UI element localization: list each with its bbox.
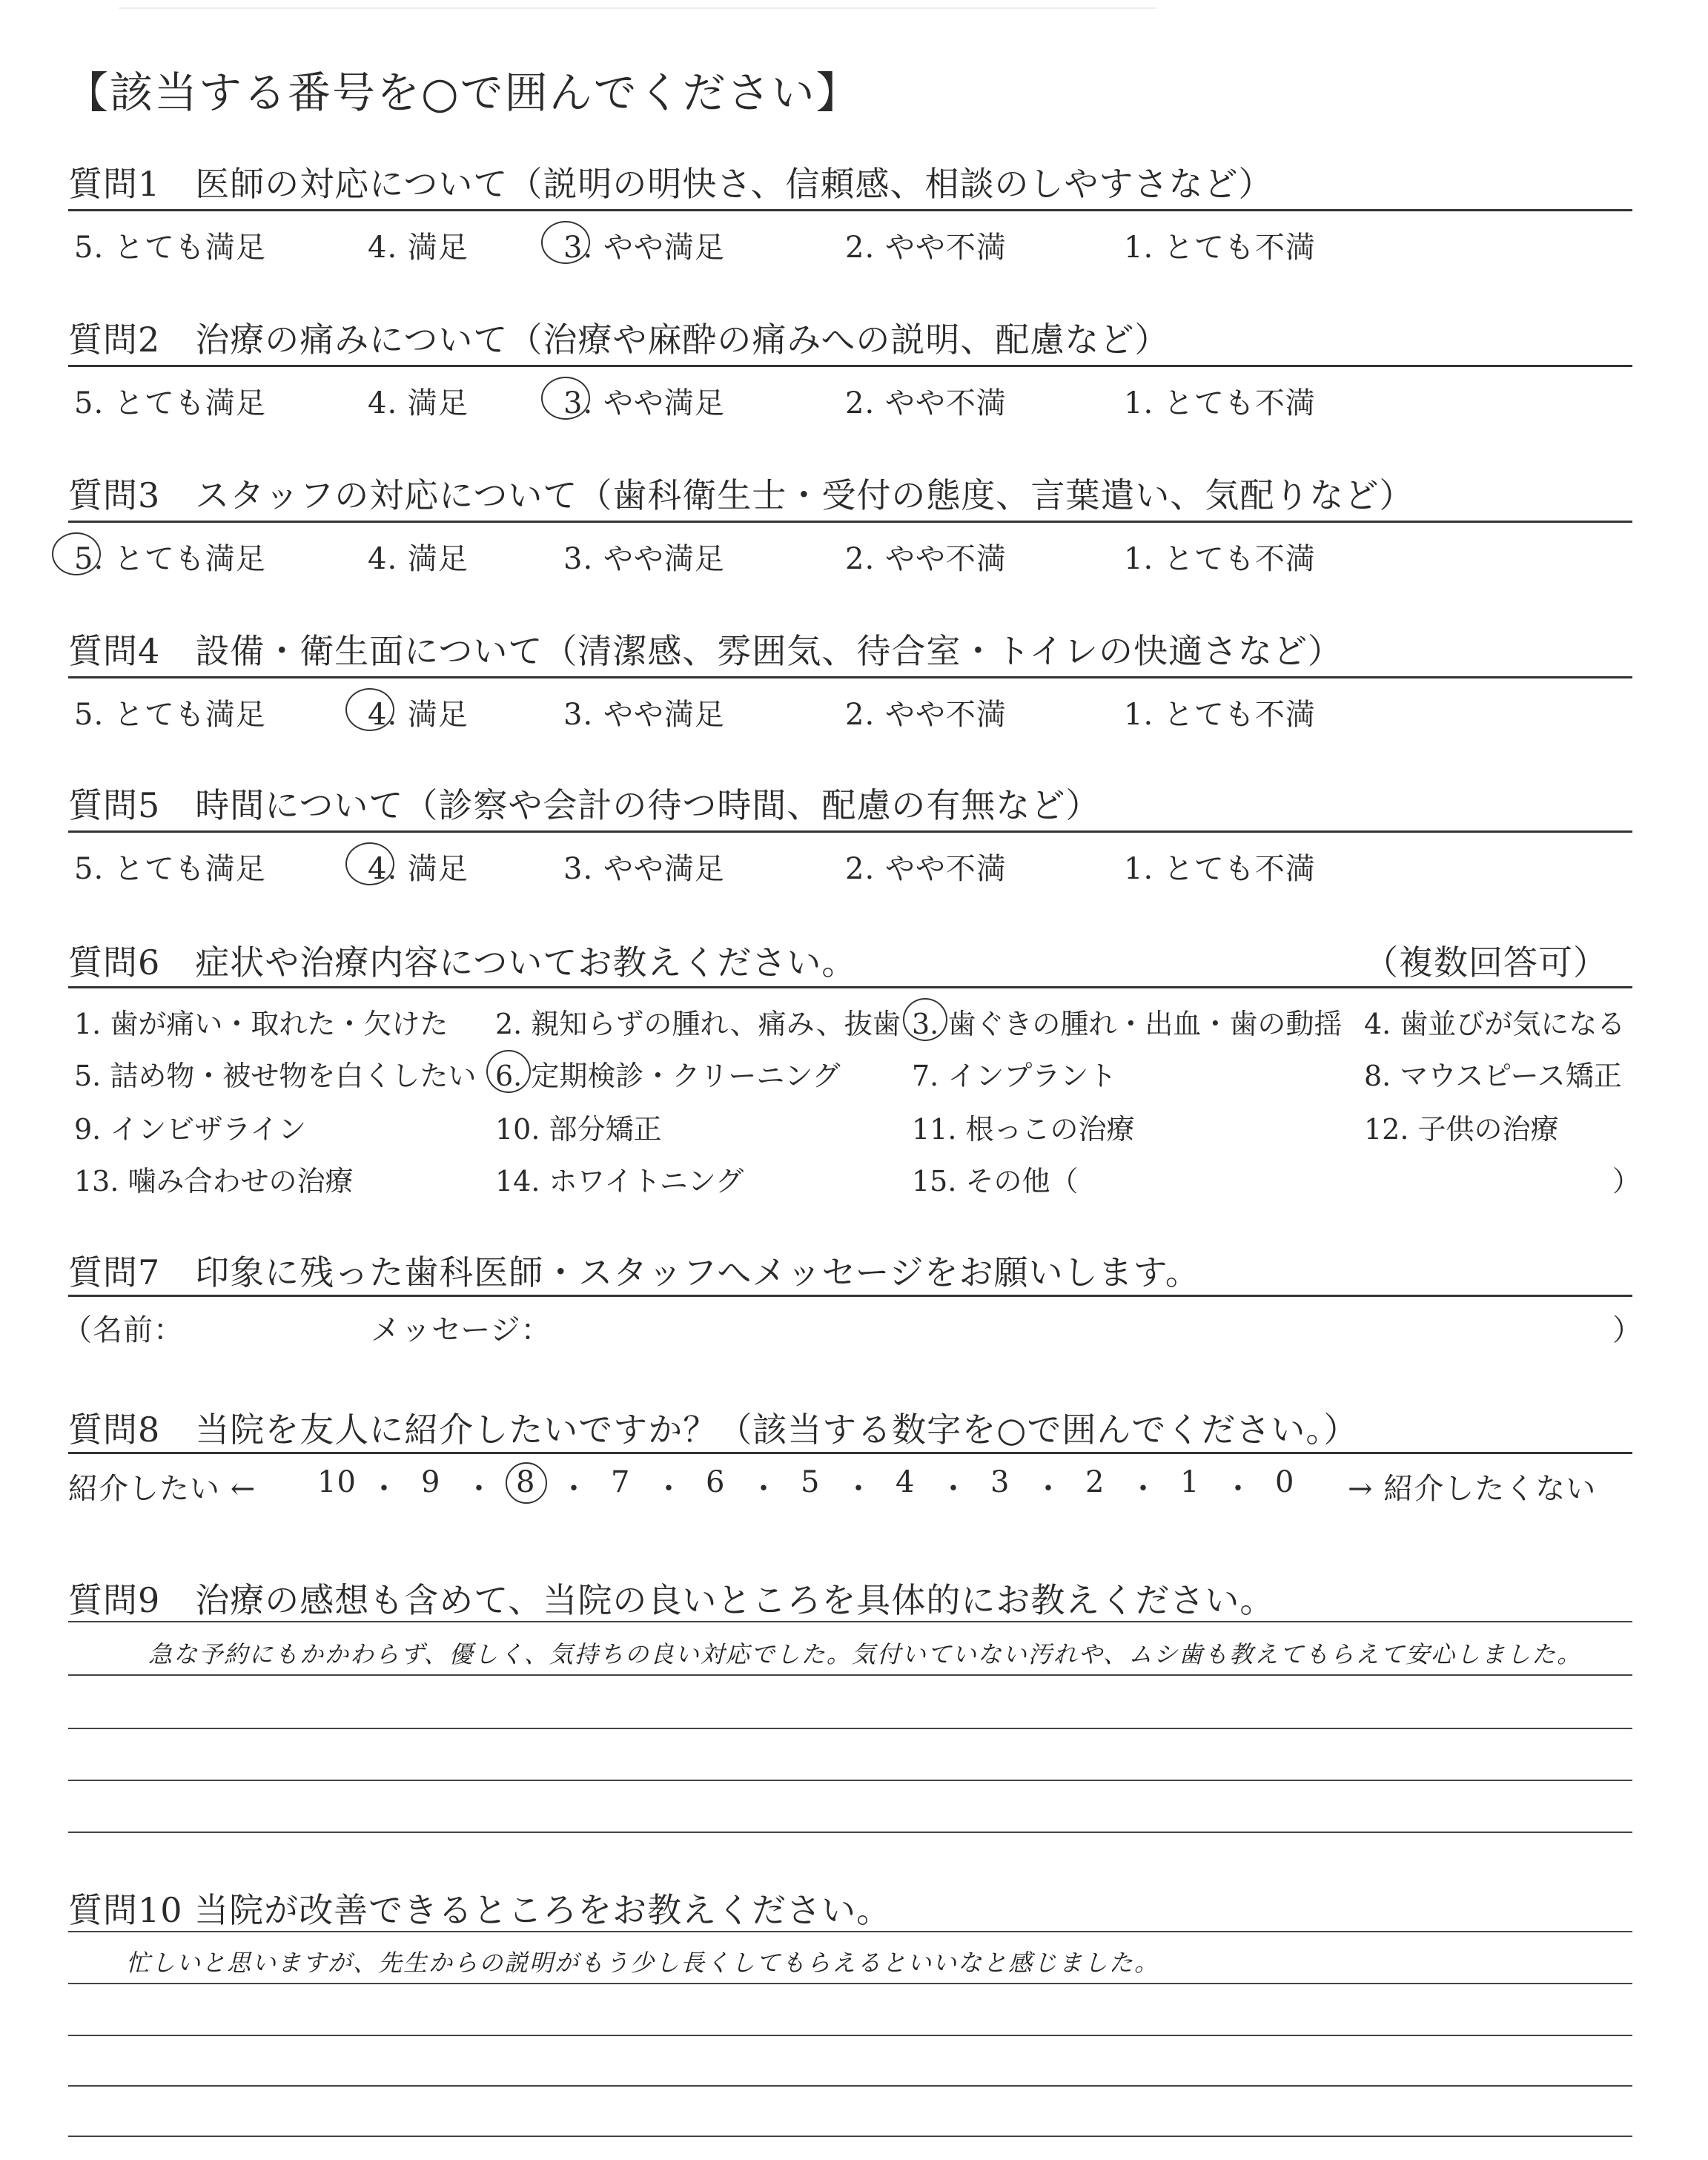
q2-option-4[interactable]: 4. 満足	[368, 386, 469, 420]
q6-option-1[interactable]: 1. 歯が痛い・取れた・欠けた	[74, 1008, 448, 1040]
q6-option-13[interactable]: 13. 噛み合わせの治療	[74, 1165, 354, 1198]
q8-scale-9[interactable]: 9	[421, 1465, 441, 1499]
q4-rule	[68, 676, 1632, 678]
q1-option-2[interactable]: 2. やや不満	[845, 231, 1007, 265]
q1-option-1[interactable]: 1. とても不満	[1124, 231, 1316, 265]
q8-scale-10[interactable]: 10	[317, 1465, 357, 1499]
q8-scale-5[interactable]: 5	[801, 1465, 821, 1499]
q5-rule	[68, 830, 1632, 833]
q7-title: 質問7 印象に残った歯科医師・スタッフへメッセージをお願いします。	[68, 1252, 1200, 1292]
q9-rule-1	[68, 1674, 1632, 1676]
q6-option-10[interactable]: 10. 部分矯正	[495, 1113, 662, 1146]
q6-selection-circle-6	[486, 1050, 531, 1093]
q5-title: 質問5 時間について（診察や会計の待つ時間、配慮の有無など）	[68, 785, 1101, 825]
q2-title: 質問2 治療の痛みについて（治療や麻酔の痛みへの説明、配慮など）	[68, 320, 1170, 360]
q10-rule-0	[68, 1931, 1632, 1932]
q8-left-label: 紹介したい ←	[68, 1472, 256, 1506]
q8-scale-separator: ・	[1223, 1472, 1254, 1506]
q8-scale-separator: ・	[1033, 1472, 1064, 1506]
q3-selection-circle	[52, 532, 101, 575]
q8-scale-7[interactable]: 7	[611, 1465, 631, 1499]
q4-option-1[interactable]: 1. とても不満	[1124, 698, 1316, 732]
q8-scale-2[interactable]: 2	[1085, 1465, 1105, 1499]
q10-rule-4	[68, 2136, 1632, 2137]
q1-option-4[interactable]: 4. 満足	[368, 231, 469, 265]
q8-scale-3[interactable]: 3	[990, 1465, 1010, 1499]
q1-option-3[interactable]: 3. やや満足	[563, 231, 725, 265]
q8-right-label: → 紹介したくない	[1348, 1472, 1597, 1506]
q7-message-label: メッセージ：	[371, 1313, 552, 1347]
q9-rule-3	[68, 1780, 1632, 1781]
q4-option-4[interactable]: 4. 満足	[368, 698, 469, 732]
q9-handwritten-answer: 急な予約にもかかわらず、優しく、気持ちの良い対応でした。気付いていない汚れや、ムシ歯も教えてもらえて安心しました。	[148, 1640, 1583, 1668]
page-heading: 【該当する番号を○で囲んでください】	[65, 67, 861, 118]
q8-scale-separator: ・	[464, 1472, 494, 1506]
q2-option-5[interactable]: 5. とても満足	[74, 386, 266, 420]
q2-selection-circle	[541, 377, 590, 420]
q3-option-2[interactable]: 2. やや不満	[845, 542, 1007, 576]
q6-rule	[68, 986, 1632, 988]
q6-selection-circle-3	[903, 998, 947, 1041]
q8-scale-separator: ・	[939, 1472, 969, 1506]
q1-title: 質問1 医師の対応について（説明の明快さ、信頼感、相談のしやすさなど）	[68, 164, 1274, 204]
q6-option-15[interactable]: 15. その他（	[912, 1165, 1079, 1198]
q6-option-4[interactable]: 4. 歯並びが気になる	[1364, 1008, 1626, 1040]
q8-scale-separator: ・	[1128, 1472, 1159, 1506]
q6-option-7[interactable]: 7. インプラント	[912, 1060, 1117, 1092]
q8-selection-circle	[506, 1462, 547, 1504]
q6-option-5[interactable]: 5. 詰め物・被せ物を白くしたい	[74, 1060, 477, 1092]
q8-scale-8[interactable]: 8	[516, 1465, 536, 1499]
q5-option-4[interactable]: 4. 満足	[368, 852, 469, 886]
q9-rule-4	[68, 1832, 1632, 1833]
q6-title: 質問6 症状や治療内容についてお教えください。	[68, 942, 857, 982]
q4-option-5[interactable]: 5. とても満足	[74, 698, 266, 732]
q6-note: （複数回答可）	[1364, 942, 1608, 982]
q6-option-12[interactable]: 12. 子供の治療	[1364, 1113, 1559, 1146]
q7-name-label: （名前：	[62, 1313, 184, 1347]
q3-option-5[interactable]: 5. とても満足	[74, 542, 266, 576]
q8-rule	[68, 1452, 1632, 1454]
q9-rule-2	[68, 1728, 1632, 1729]
q3-option-3[interactable]: 3. やや満足	[563, 542, 725, 576]
q10-rule-3	[68, 2085, 1632, 2087]
q7-rule	[68, 1295, 1632, 1297]
q7-close: ）	[1612, 1313, 1643, 1347]
q5-selection-circle	[345, 842, 394, 885]
q6-other-close: ）	[1612, 1165, 1641, 1198]
q2-rule	[68, 365, 1632, 367]
q6-option-14[interactable]: 14. ホワイトニング	[495, 1165, 744, 1198]
q2-option-3[interactable]: 3. やや満足	[563, 386, 725, 420]
q8-scale-separator: ・	[369, 1472, 400, 1506]
q10-handwritten-answer: 忙しいと思いますが、先生からの説明がもう少し長くしてもらえるといいなと感じました。	[126, 1949, 1160, 1977]
q3-option-1[interactable]: 1. とても不満	[1124, 542, 1316, 576]
q6-option-11[interactable]: 11. 根っこの治療	[912, 1113, 1135, 1146]
q2-option-1[interactable]: 1. とても不満	[1124, 386, 1316, 420]
q9-title: 質問9 治療の感想も含めて、当院の良いところを具体的にお教えください。	[68, 1580, 1275, 1620]
q8-scale-separator: ・	[559, 1472, 589, 1506]
q4-title: 質問4 設備・衛生面について（清潔感、雰囲気、待合室・トイレの快適さなど）	[68, 631, 1343, 671]
q6-option-8[interactable]: 8. マウスピース矯正	[1364, 1060, 1622, 1092]
q4-option-2[interactable]: 2. やや不満	[845, 698, 1007, 732]
q5-option-5[interactable]: 5. とても満足	[74, 852, 266, 886]
q8-scale-0[interactable]: 0	[1275, 1465, 1295, 1499]
q8-title: 質問8 当院を友人に紹介したいですか？（該当する数字を○で囲んでください。）	[68, 1410, 1359, 1450]
q10-rule-1	[68, 1983, 1632, 1984]
q1-rule	[68, 209, 1632, 211]
q8-scale-separator: ・	[654, 1472, 684, 1506]
q8-scale-separator: ・	[844, 1472, 874, 1506]
q5-option-2[interactable]: 2. やや不満	[845, 852, 1007, 886]
q6-option-6[interactable]: 6. 定期検診・クリーニング	[495, 1060, 841, 1092]
q6-option-3[interactable]: 3. 歯ぐきの腫れ・出血・歯の動揺	[912, 1008, 1343, 1040]
q5-option-3[interactable]: 3. やや満足	[563, 852, 725, 886]
q10-title: 質問10 当院が改善できるところをお教えください。	[68, 1890, 892, 1930]
q6-option-2[interactable]: 2. 親知らずの腫れ、痛み、抜歯	[495, 1008, 901, 1040]
scan-edge	[119, 7, 1156, 9]
q1-option-5[interactable]: 5. とても満足	[74, 231, 266, 265]
q3-title: 質問3 スタッフの対応について（歯科衛生士・受付の態度、言葉遣い、気配りなど）	[68, 475, 1414, 515]
q8-scale-4[interactable]: 4	[896, 1465, 916, 1499]
q8-scale-separator: ・	[749, 1472, 779, 1506]
q4-selection-circle	[345, 688, 394, 731]
q8-scale-1[interactable]: 1	[1180, 1465, 1200, 1499]
q1-selection-circle	[541, 221, 590, 264]
q3-option-4[interactable]: 4. 満足	[368, 542, 469, 576]
q6-option-9[interactable]: 9. インビザライン	[74, 1113, 307, 1146]
q4-option-3[interactable]: 3. やや満足	[563, 698, 725, 732]
q9-rule-0	[68, 1621, 1632, 1622]
q2-option-2[interactable]: 2. やや不満	[845, 386, 1007, 420]
q3-rule	[68, 521, 1632, 523]
q5-option-1[interactable]: 1. とても不満	[1124, 852, 1316, 886]
q10-rule-2	[68, 2035, 1632, 2036]
q8-scale-6[interactable]: 6	[706, 1465, 726, 1499]
